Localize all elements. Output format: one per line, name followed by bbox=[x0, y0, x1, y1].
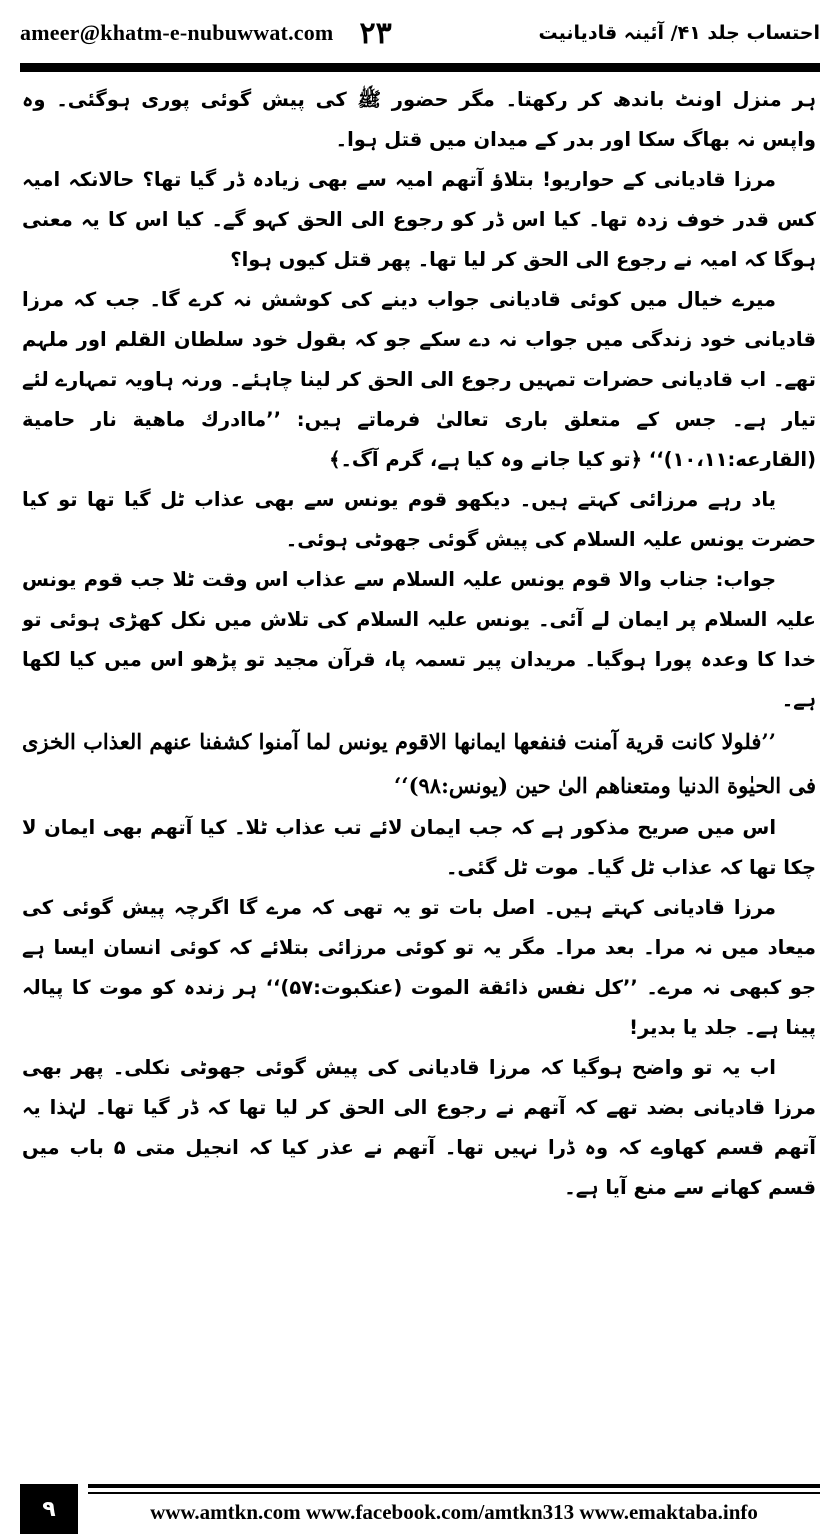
paragraph: مرزا قادیانی کے حواریو! بتلاؤ آتھم امیہ سے بھی زیادہ ڈر گیا تھا؟ حالانکہ امیہ کس قدر خوف زدہ تھا۔ کیا اس ڈر کو رجوع الی الحق کہو گے۔ کیا اس کا یہ معنی ہوگا کہ امیہ نے رجوع الی الحق کر لیا تھا۔ پھر قتل کیوں ہوا؟ bbox=[22, 168, 816, 271]
footer-rule-thick bbox=[88, 1484, 820, 1488]
page-header bbox=[20, 8, 820, 58]
footer-rule-thin bbox=[88, 1492, 820, 1494]
page-number: ۲۳ bbox=[359, 15, 392, 51]
page-body bbox=[22, 80, 816, 1470]
running-title: احتساب جلد ۴۱/ آئینہ قادیانیت bbox=[538, 22, 820, 44]
paragraph: اب یہ تو واضح ہوگیا کہ مرزا قادیانی کی پیش گوئی جھوٹی نکلی۔ پھر بھی مرزا قادیانی بضد تھے کہ آتھم نے رجوع الی الحق کر لیا تھا کہ ڈر گیا تھا۔ لہٰذا یہ آتھم قسم کھاوے کہ وہ ڈرا نہیں تھا۔ آتھم نے عذر کیا کہ انجیل متی ۵ باب میں قسم کھانے سے منع آیا ہے۔ bbox=[22, 1056, 816, 1199]
header-left-group bbox=[20, 16, 392, 51]
paragraph: ہر منزل اونٹ باندھ کر رکھتا۔ مگر حضور ﷺ کی پیش گوئی پوری ہوگئی۔ وہ واپس نہ بھاگ سکا اور بدر کے میدان میں قتل ہوا۔ bbox=[22, 88, 816, 151]
paragraph: میرے خیال میں کوئی قادیانی جواب دینے کی کوشش نہ کرے گا۔ جب کہ مرزا قادیانی خود زندگی میں جواب نہ دے سکے جو کہ بقول خود سلطان القلم اور ملہم تھے۔ اب قادیانی حضرات تمہیں رجوع الی الحق کر لینا چاہئے۔ ورنہ ہاویہ تمہارے لئے تیار ہے۔ جس کے متعلق باری تعالیٰ فرماتے ہیں: ’’ماادرك ماهية نار حامية (القارعه:۱۰،۱۱)‘‘ ﴿تو کیا جانے وہ کیا ہے، گرم آگ۔﴾ bbox=[22, 288, 816, 471]
paragraph: مرزا قادیانی کہتے ہیں۔ اصل بات تو یہ تھی کہ مرے گا اگرچہ پیش گوئی کی میعاد میں نہ مرا۔ بعد مرا۔ مگر یہ تو کوئی مرزائی بتلائے کہ کوئی انسان ایسا ہے جو کبھی نہ مرے۔ ’’كل نفس ذائقة الموت (عنكبوت:۵۷)‘‘ ہر زندہ کو موت کا پیالہ پینا ہے۔ جلد یا بدیر! bbox=[22, 896, 816, 1039]
quran-quote: ’’فلولا كانت قرية آمنت فنفعها ايمانها الاقوم يونس لما آمنوا كشفنا عنهم العذاب الخزى فى الحيٰوة الدنيا ومتعناهم الىٰ حين (يونس:۹۸)‘‘ bbox=[22, 729, 816, 798]
paragraph: اس میں صریح مذکور ہے کہ جب ایمان لائے تب عذاب ٹلا۔ کیا آتھم بھی ایمان لا چکا تھا کہ عذاب ٹل گیا۔ موت ٹل گئی۔ bbox=[22, 816, 816, 879]
footer-links[interactable]: www.amtkn.com www.facebook.com/amtkn313 www.emaktaba.info bbox=[150, 1500, 758, 1524]
paragraph: جواب: جناب والا قوم یونس علیہ السلام سے عذاب اس وقت ٹلا جب قوم یونس علیہ السلام پر ایمان لے آئی۔ یونس علیہ السلام کی تلاش میں نکل کھڑی ہوئی تو خدا کا وعدہ پورا ہوگیا۔ مریدان پیر تسمہ پا، قرآن مجید تو پڑھو اس میں کیا لکھا ہے۔ bbox=[22, 568, 816, 711]
paragraph: یاد رہے مرزائی کہتے ہیں۔ دیکھو قوم یونس سے بھی عذاب ٹل گیا تھا تو کیا حضرت یونس علیہ السلام کی پیش گوئی جھوٹی ہوئی۔ bbox=[22, 488, 816, 551]
header-email[interactable]: ameer@khatm-e-nubuwwat.com bbox=[20, 20, 334, 45]
footer-page-index: ۹ bbox=[20, 1484, 78, 1534]
page-footer bbox=[20, 1484, 820, 1534]
header-rule bbox=[20, 63, 820, 72]
